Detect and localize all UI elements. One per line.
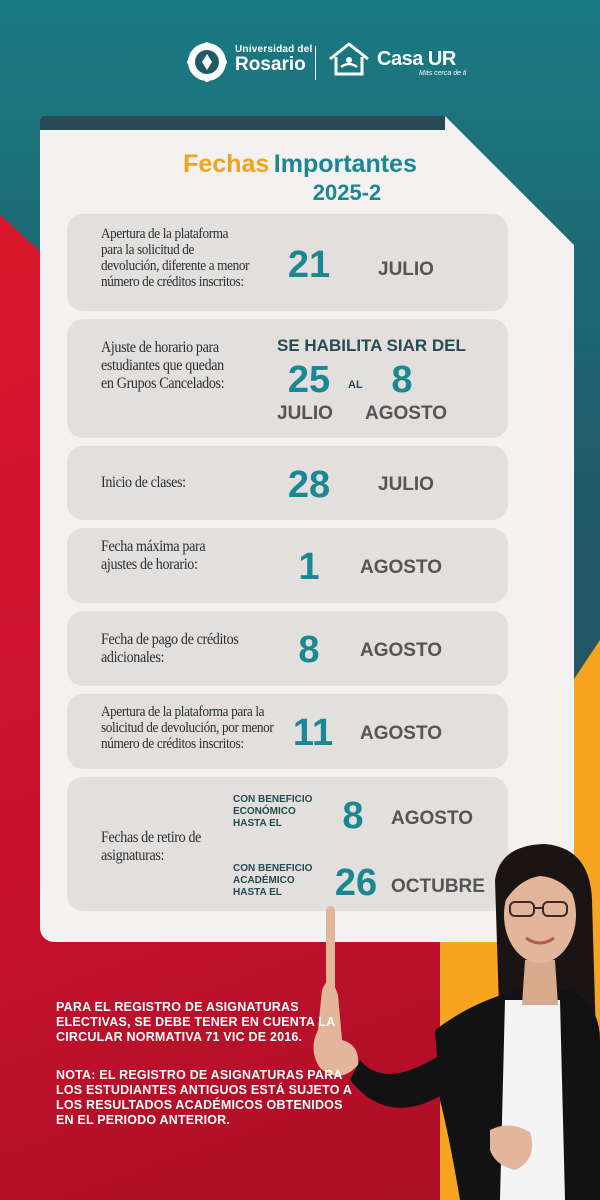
benefit-day-academico: 26 [334, 862, 378, 904]
date-row-ajuste-horario [67, 319, 508, 438]
row-month-to: AGOSTO [365, 403, 447, 424]
row-label: Apertura de la plataforma para la solicitud de devolución, diferente a menor número de créditos inscritos: [101, 226, 250, 290]
row-label: Fecha máxima para ajustes de horario: [101, 538, 206, 573]
row-day: 1 [298, 546, 320, 588]
row-heading: SE HABILITA SIAR DEL [277, 336, 466, 355]
row-label: Apertura de la plataforma para la solicitud de devolución, por menor número de créditos inscritos: [101, 704, 274, 752]
row-month: AGOSTO [360, 557, 442, 578]
university-name-big: Rosario [235, 54, 306, 75]
row-day-to: 8 [391, 359, 413, 401]
row-day: 8 [298, 629, 320, 671]
row-day: 21 [287, 244, 331, 286]
benefit-note-academico: CON BENEFICIO ACADÉMICO HASTA EL [233, 863, 313, 898]
row-month-from: JULIO [277, 403, 333, 424]
casa-ur-wordmark: Casa UR [377, 48, 456, 70]
header-divider [315, 46, 316, 80]
row-day: 11 [292, 712, 334, 754]
date-row-pago-creditos [67, 611, 508, 686]
row-month: AGOSTO [360, 640, 442, 661]
row-day-from: 25 [287, 359, 331, 401]
date-row-apertura-devolucion [67, 214, 508, 311]
row-label: Fecha de pago de créditos adicionales: [101, 631, 239, 666]
row-label: Ajuste de horario para estudiantes que quedan en Grupos Cancelados: [101, 339, 225, 392]
university-crest-icon [185, 40, 229, 84]
row-label: Fechas de retiro de asignaturas: [101, 829, 202, 864]
benefit-month-academico: OCTUBRE [391, 876, 485, 897]
footer-note-antiguos: NOTA: EL REGISTRO DE ASIGNATURAS PARA LOS ESTUDIANTES ANTIGUOS ESTÁ SUJETO A LOS RESULTADOS ACADÉMICOS OBTENIDOS EN EL PERIODO ANTERIOR. [56, 1068, 352, 1127]
footer-note-electivas: PARA EL REGISTRO DE ASIGNATURAS ELECTIVAS, SE DEBE TENER EN CUENTA LA CIRCULAR NORMATIVA 71 VIC DE 2016. [56, 1000, 335, 1044]
date-row-inicio-clases [67, 446, 508, 520]
page-title [0, 150, 600, 179]
university-wordmark [235, 44, 312, 75]
row-connector: AL [348, 379, 363, 391]
header-logos [185, 36, 485, 88]
benefit-month-economico: AGOSTO [391, 808, 473, 829]
title-word-importantes: Importantes [273, 150, 417, 178]
title-year: 2025-2 [312, 180, 382, 205]
card-top-bar [40, 116, 445, 130]
university-name-small: Universidad del [235, 44, 313, 55]
date-row-apertura-menor-creditos [67, 694, 508, 769]
row-month: JULIO [378, 259, 434, 280]
date-row-fecha-maxima-ajustes [67, 528, 508, 603]
row-label: Inicio de clases: [101, 474, 186, 491]
title-word-fechas: Fechas [183, 150, 270, 178]
row-month: JULIO [378, 474, 434, 495]
casa-ur-tagline: Más cerca de ti [419, 70, 467, 77]
casa-ur-house-icon [327, 41, 371, 77]
row-day: 28 [287, 464, 331, 506]
benefit-note-economico: CON BENEFICIO ECONÓMICO HASTA EL [233, 794, 313, 829]
row-month: AGOSTO [360, 723, 442, 744]
benefit-day-economico: 8 [342, 795, 364, 837]
